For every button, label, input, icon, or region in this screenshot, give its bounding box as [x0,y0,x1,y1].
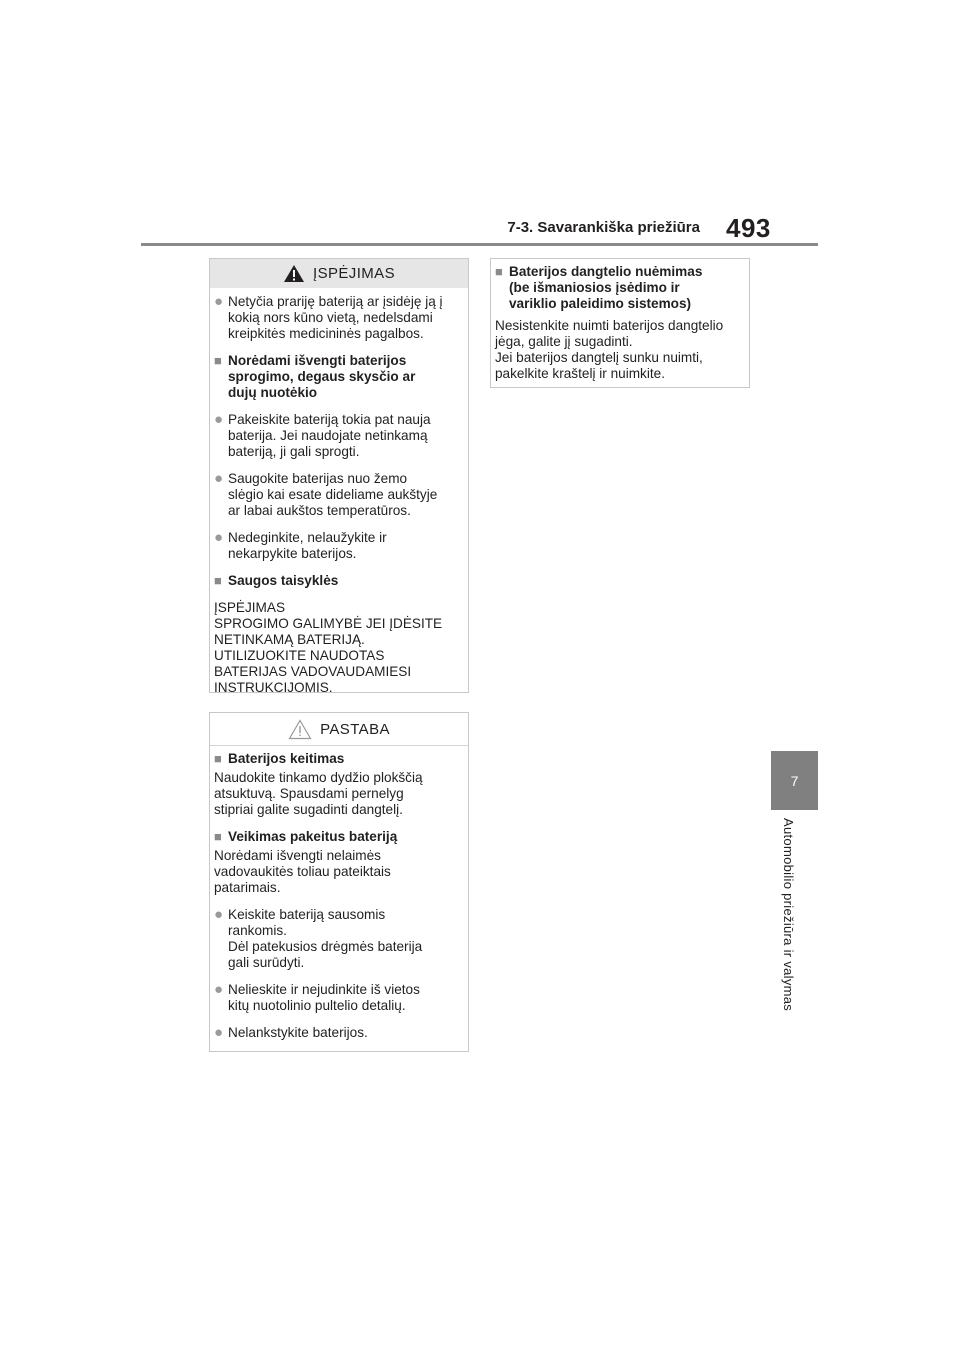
warning-label-text: ĮSPĖJIMAS SPROGIMO GALIMYBĖ JEI ĮDĖSITE NETINKAMĄ BATERIJĄ. UTILIZUOKITE NAUDOTAS BATERIJAS VADOVAUDAMIESI INSTRUKCIJOMIS. [214,600,443,695]
bullet-icon: ● [214,529,224,546]
warning-triangle-outline-icon [288,719,312,740]
notice-box [209,712,469,1052]
bullet-icon: ● [214,1024,224,1041]
list-item: ● Nelankstykite baterijos. [214,1024,368,1041]
warning-box [209,258,469,693]
paragraph: Nesistenkite nuimti baterijos dangtelio jėga, galite jį sugadinti. Jei baterijos dangtelį sunku nuimti, pakelkite kraštelį ir nuimkite. [495,318,724,381]
notice-box-header [210,713,468,746]
bullet-icon: ● [214,411,224,428]
chapter-side-label: Automobilio priežiūra ir valymas [781,818,796,1012]
page-number: 493 [726,213,771,243]
list-item: ● Nedeginkite, nelaužykite ir nekarpykite baterijos. [214,529,387,561]
warning-box-header [210,259,468,288]
section-heading: ■ Veikimas pakeitus bateriją [214,829,398,844]
paragraph: Norėdami išvengti nelaimės vadovaukitės toliau pateiktais patarimais. [214,848,391,895]
section-heading: ■ Saugos taisyklės [214,573,339,588]
bullet-icon: ● [214,906,224,923]
bullet-icon: ● [214,470,224,487]
square-marker-icon: ■ [214,573,222,588]
section-heading: ■ Baterijos dangtelio nuėmimas (be išmaniosios įsėdimo ir variklio paleidimo sistemos) [495,264,703,311]
chapter-tab [771,751,818,810]
section-title: 7-3. Savarankiška priežiūra [507,219,700,236]
square-marker-icon: ■ [495,264,503,279]
paragraph: Naudokite tinkamo dydžio plokščią atsuktuvą. Spausdami pernelyg stipriai galite sugadinti dangtelį. [214,770,423,817]
square-marker-icon: ■ [214,353,222,368]
list-item: ● Pakeiskite bateriją tokia pat nauja baterija. Jei naudojate netinkamą bateriją, ji gali sprogti. [214,411,431,459]
header-rule [141,243,818,246]
list-item: ● Keiskite bateriją sausomis rankomis. Dėl patekusios drėgmės baterija gali surūdyti. [214,906,423,970]
bullet-icon: ● [214,293,224,310]
square-marker-icon: ■ [214,829,222,844]
square-marker-icon: ■ [214,751,222,766]
bullet-icon: ● [214,981,224,998]
section-heading: ■ Norėdami išvengti baterijos sprogimo, degaus skysčio ar dujų nuotėkio [214,353,416,400]
warning-box-title: ĮSPĖJIMAS [313,265,395,282]
list-item: ● Nelieskite ir nejudinkite iš vietos kitų nuotolinio pultelio detalių. [214,981,420,1013]
section-heading: ■ Baterijos keitimas [214,751,345,766]
notice-box-body [210,746,468,1049]
list-item: ● Netyčia prariję bateriją ar įsidėję ją į kokią nors kūno vietą, nedelsdami kreipkitės medicininės pagalbos. [214,293,443,341]
list-item: ● Saugokite baterijas nuo žemo slėgio kai esate dideliame aukštyje ar labai aukštos temperatūros. [214,470,438,518]
warning-box-body [210,288,468,704]
warning-triangle-filled-icon [283,264,305,283]
notice-box-title: PASTABA [320,720,390,738]
chapter-number: 7 [790,772,799,789]
info-box-body [491,259,749,390]
info-box [490,258,750,388]
